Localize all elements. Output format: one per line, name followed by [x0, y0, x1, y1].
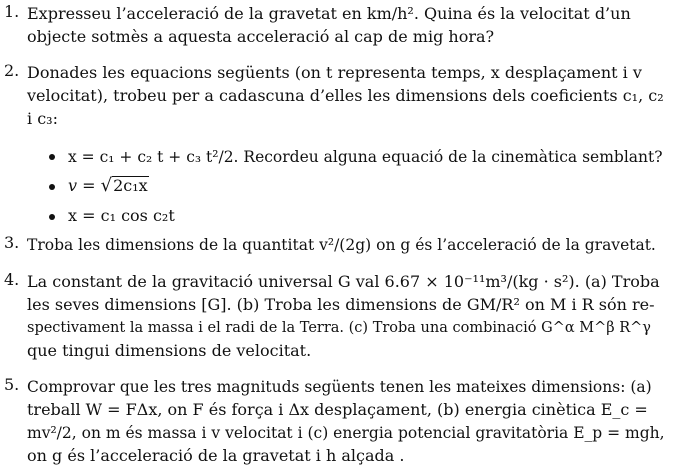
bullet-icon: [49, 154, 55, 160]
question-2-line-3: i c₃:: [27, 109, 58, 128]
equation-2-radicand: 2c₁x: [113, 176, 148, 195]
question-1-line-1: Expresseu l’acceleració de la gravetat en km/h². Quina és la velocitat d’un: [27, 4, 631, 23]
equation-2-lhs: v =: [68, 176, 101, 195]
question-5-line-2: treball W = FΔx, on F és força i Δx desplaçament, (b) energia cinètica E_c =: [27, 400, 648, 419]
question-number: 4.: [4, 270, 20, 289]
question-number: 1.: [4, 2, 20, 21]
question-1-line-2: objecte sotmès a aquesta acceleració al cap de mig hora?: [27, 27, 495, 46]
question-4-line-4: que tingui dimensions de velocitat.: [27, 341, 312, 360]
bullet-icon: [49, 214, 55, 220]
equation-3: x = c₁ cos c₂t: [68, 206, 175, 225]
equation-2: [68, 174, 149, 198]
sqrt-icon: √: [100, 175, 113, 196]
equation-1: x = c₁ + c₂ t + c₃ t²/2. Recordeu alguna equació de la cinemàtica semblant?: [68, 148, 663, 166]
question-2-line-2: velocitat), trobeu per a cadascuna d’elles les dimensions dels coeficients c₁, c₂: [27, 86, 664, 105]
question-number: 3.: [4, 233, 20, 252]
question-5-line-1: Comprovar que les tres magnituds següents tenen les mateixes dimensions: (a): [27, 378, 652, 396]
question-4-line-2: les seves dimensions [G]. (b) Troba les dimensions de GM/R² on M i R són re-: [27, 295, 655, 314]
question-3-line-1: Troba les dimensions de la quantitat v²/(2g) on g és l’acceleració de la gravetat.: [27, 236, 656, 254]
question-5-line-4: on g és l’acceleració de la gravetat i h alçada .: [27, 446, 405, 465]
question-4-line-1: La constant de la gravitació universal G val 6.67 × 10⁻¹¹m³/(kg · s²). (a) Troba: [27, 272, 660, 291]
question-number: 2.: [4, 61, 20, 80]
question-2-line-1: Donades les equacions següents (on t representa temps, x desplaçament i v: [27, 63, 642, 82]
question-number: 5.: [4, 375, 20, 394]
question-4-line-3: spectivament la massa i el radi de la Terra. (c) Troba una combinació G^α M^β R^γ: [27, 320, 651, 336]
bullet-icon: [49, 184, 55, 190]
question-5-line-3: mv²/2, on m és massa i v velocitat i (c) energia potencial gravitatòria E_p = mgh,: [27, 424, 665, 442]
